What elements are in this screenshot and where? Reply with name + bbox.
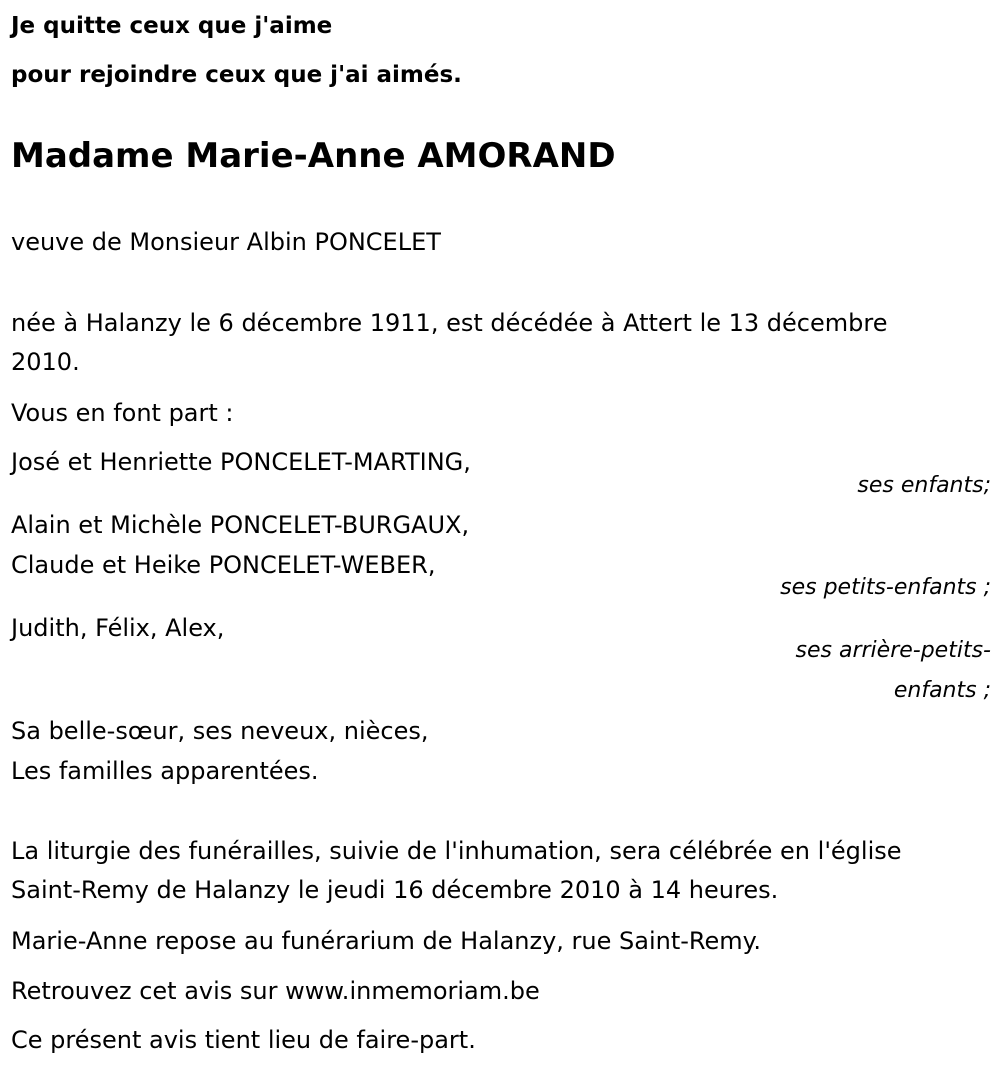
quote-line-2: pour rejoindre ceux que j'ai aimés. xyxy=(11,62,462,88)
birth-death-line-2: 2010. xyxy=(11,348,80,376)
children-relation: ses enfants; xyxy=(857,473,991,498)
extended-family-1: Sa belle-sœur, ses neveux, nièces, xyxy=(11,717,429,745)
widow-of-line: veuve de Monsieur Albin PONCELET xyxy=(11,228,441,256)
announcement-intro: Vous en font part : xyxy=(11,399,234,427)
repose-line: Marie-Anne repose au funérarium de Halanzy, rue Saint-Remy. xyxy=(11,927,762,955)
notice-line: Ce présent avis tient lieu de faire-part. xyxy=(11,1026,476,1054)
funeral-line-2: Saint-Remy de Halanzy le jeudi 16 décembre 2010 à 14 heures. xyxy=(11,876,779,904)
website-line: Retrouvez cet avis sur www.inmemoriam.be xyxy=(11,977,540,1005)
great-grandchildren-relation-2: enfants ; xyxy=(893,678,991,703)
funeral-line-1: La liturgie des funérailles, suivie de l'inhumation, sera célébrée en l'église xyxy=(11,837,902,865)
great-grandchildren-relation-1: ses arrière-petits- xyxy=(795,638,991,663)
deceased-name: Madame Marie-Anne AMORAND xyxy=(11,136,616,176)
grandchildren-names-2: Claude et Heike PONCELET-WEBER, xyxy=(11,551,436,579)
extended-family-2: Les familles apparentées. xyxy=(11,757,319,785)
birth-death-line-1: née à Halanzy le 6 décembre 1911, est décédée à Attert le 13 décembre xyxy=(11,309,888,337)
grandchildren-relation: ses petits-enfants ; xyxy=(780,575,991,600)
children-names: José et Henriette PONCELET-MARTING, xyxy=(11,448,471,476)
quote-line-1: Je quitte ceux que j'aime xyxy=(11,13,333,39)
great-grandchildren-names: Judith, Félix, Alex, xyxy=(11,614,225,642)
grandchildren-names-1: Alain et Michèle PONCELET-BURGAUX, xyxy=(11,511,470,539)
